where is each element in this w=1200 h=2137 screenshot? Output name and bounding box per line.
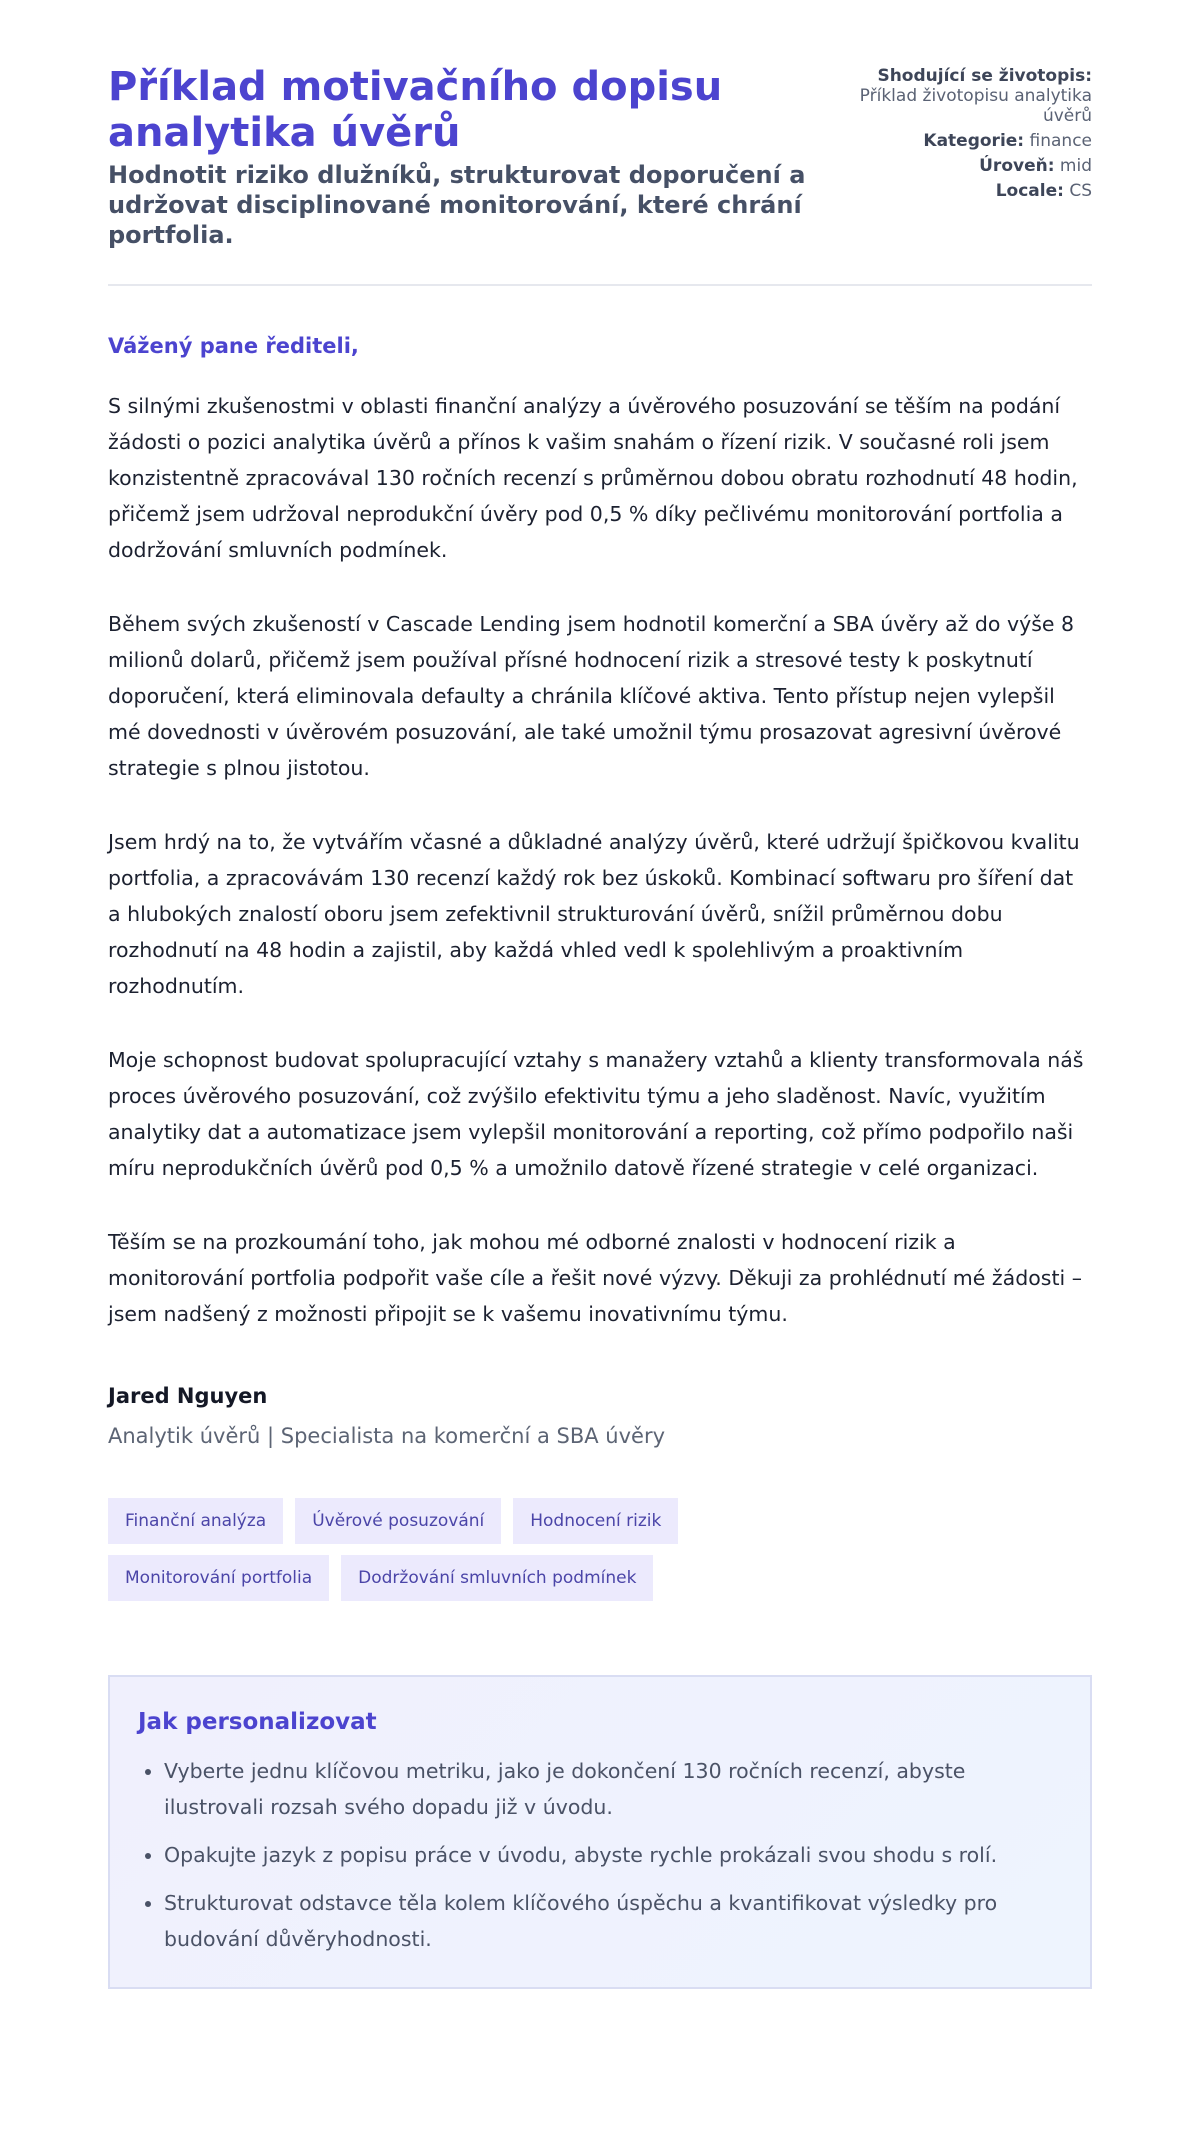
letter-paragraph: S silnými zkušenostmi v oblasti finanční analýzy a úvěrového posuzování se těším na podání žádosti o pozici analytika úvěrů a přínos k vašim snahám o řízení rizik. V současné roli jsem konzistentně zpracovával 130 ročních recenzí s průměrnou dobou obratu rozhodnutí 48 hodin, přičemž jsem udržoval neprodukční úvěry pod 0,5 % díky pečlivému monitorování portfolia a dodržování smluvních podmínek. [108, 394, 1078, 562]
skill-tag: Monitorování portfolia [108, 1555, 329, 1601]
meta-locale [832, 181, 1092, 201]
meta-level-value: mid [1059, 156, 1092, 176]
tip-item: • Opakujte jazyk z popisu práce v úvodu, abyste rychle prokázali svou shodu s rolí. [164, 1837, 1062, 1873]
signature-name: Jared Nguyen [108, 1384, 268, 1408]
letter-paragraph: Těším se na prozkoumání toho, jak mohou mé odborné znalosti v hodnocení rizik a monitorování portfolia podpořit vaše cíle a řešit nové výzvy. Děkuji za prohlédnutí mé žádosti – jsem nadšený z možnosti připojit se k vašemu inovativnímu týmu. [108, 1230, 1082, 1326]
skill-tags [108, 1498, 908, 1601]
page-subtitle: Hodnotit riziko dlužníků, strukturovat doporučení a udržovat disciplinované monitorování, které chrání portfolia. [108, 161, 806, 249]
meta-resume [832, 66, 1092, 126]
skill-tag: Hodnocení rizik [513, 1498, 678, 1544]
page-header [108, 0, 1092, 286]
skill-tag: Úvěrové posuzování [295, 1498, 501, 1544]
tips-list [138, 1753, 1062, 1957]
skill-tag: Dodržování smluvních podmínek [341, 1555, 653, 1601]
letter-paragraph: Během svých zkušeností v Cascade Lending jsem hodnotil komerční a SBA úvěry až do výše 8 milionů dolarů, přičemž jsem používal přísné hodnocení rizik a stresové testy k poskytnutí doporučení, která eliminovala defaulty a chránila klíčové aktiva. Tento přístup nejen vylepšil mé dovednosti v úvěrovém posuzování, ale také umožnil týmu prosazovat agresivní úvěrové strategie s plnou jistotou. [108, 612, 1075, 780]
meta-locale-label: Locale: [995, 181, 1064, 201]
letter-greeting: Vážený pane řediteli, [108, 334, 359, 358]
meta-level [832, 156, 1092, 176]
signature-block [108, 1382, 1092, 1450]
tips-title: Jak personalizovat [138, 1709, 377, 1735]
skill-tag: Finanční analýza [108, 1498, 283, 1544]
meta-category [832, 131, 1092, 151]
meta-category-value: finance [1029, 131, 1092, 151]
letter-paragraph: Jsem hrdý na to, že vytvářím včasné a důkladné analýzy úvěrů, které udržují špičkovou kvalitu portfolia, a zpracovávám 130 recenzí každý rok bez úskoků. Kombinací softwaru pro šíření dat a hlubokých znalostí oboru jsem zefektivnil strukturování úvěrů, snížil průměrnou dobu rozhodnutí na 48 hodin a zajistil, aby každá vhled vedl k spolehlivým a proaktivním rozhodnutím. [108, 830, 1080, 998]
tip-item: • Strukturovat odstavce těla kolem klíčového úspěchu a kvantifikovat výsledky pro budování důvěryhodnosti. [164, 1885, 1062, 1957]
meta-panel [832, 66, 1092, 206]
meta-category-label: Kategorie: [923, 131, 1025, 151]
meta-resume-value: Příklad životopisu analytika úvěrů [859, 86, 1092, 126]
meta-level-label: Úroveň: [979, 156, 1055, 176]
personalization-tips [108, 1675, 1092, 1989]
page-title: Příklad motivačního dopisu analytika úvěrů [108, 64, 723, 156]
signature-role: Analytik úvěrů | Specialista na komerční a SBA úvěry [108, 1424, 666, 1448]
letter-paragraph: Moje schopnost budovat spolupracující vztahy s manažery vztahů a klienty transformovala náš proces úvěrového posuzování, což zvýšilo efektivitu týmu a jeho sladěnost. Navíc, využitím analytiky dat a automatizace jsem vylepšil monitorování a reporting, což přímo podpořilo naši míru neprodukčních úvěrů pod 0,5 % a umožnilo datově řízené strategie v celé organizaci. [108, 1048, 1084, 1180]
tip-item: • Vyberte jednu klíčovou metriku, jako je dokončení 130 ročních recenzí, abyste ilustrovali rozsah svého dopadu již v úvodu. [164, 1753, 1062, 1825]
meta-locale-value: CS [1069, 181, 1092, 201]
meta-resume-label: Shodující se životopis: [877, 66, 1092, 86]
letter-body [108, 388, 1092, 1332]
